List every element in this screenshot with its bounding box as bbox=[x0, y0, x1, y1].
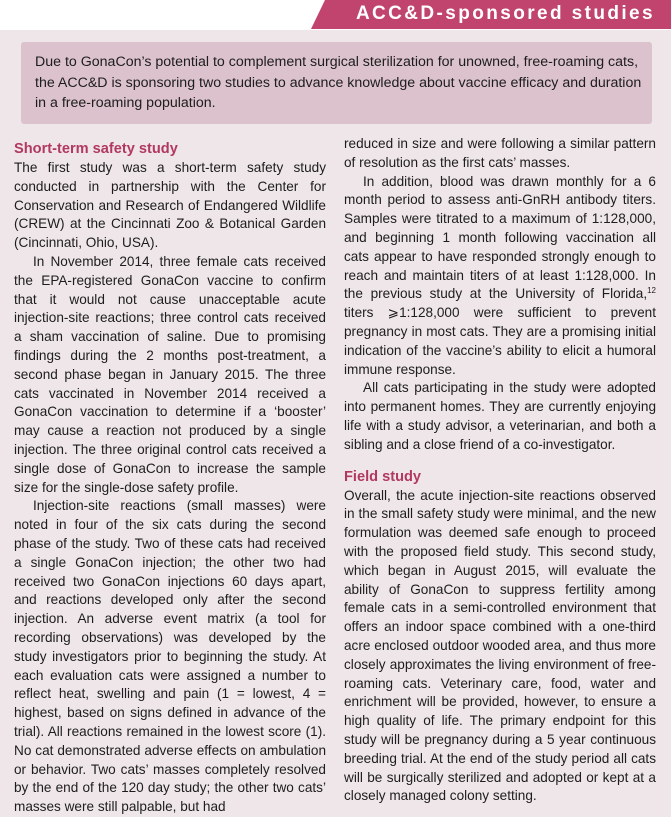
heading-field-study: Field study bbox=[344, 468, 422, 485]
right-column bbox=[344, 135, 656, 806]
intro-box bbox=[21, 42, 652, 124]
left-column bbox=[14, 140, 326, 817]
heading-short-term-safety-study: Short-term safety study bbox=[14, 141, 178, 157]
paragraph-text: In addition, blood was drawn monthly for a 6 month period to assess anti-GnRH antibody titers. Samples were titrated to a maximum of 1:128,000, and beginning 1 month following vaccination all cats appear to have responded strongly enough to reach and maintain titers of at least 1:128,000. In the previous study at the University of Florida, bbox=[344, 173, 656, 302]
intro-text: Due to GonaCon’s potential to complement surgical sterilization for unowned, free-roaming cats, the ACC&D is sponsoring two studies to advance knowledge about vaccine efficacy and duration in a free-roaming population. bbox=[35, 54, 642, 111]
header-band bbox=[0, 0, 671, 30]
paragraph: reduced in size and were following a similar pattern of resolution as the first cats’ masses. bbox=[344, 136, 656, 170]
paragraph: Injection-site reactions (small masses) were noted in four of the six cats during the second phase of the study. Two of these cats had received a single GonaCon injection; the other two had received two GonaCon injections 60 days apart, and reactions developed only after the second injection. An adverse event matrix (a tool for recording observations) was developed by the study investigators prior to beginning the study. At each evaluation cats were assigned a number to reflect heat, swelling and pain (1 = lowest, 4 = highest, based on signs defined in advance of the trial). All reactions remained in the lowest score (1). No cat demonstrated adverse effects on ambulation or behavior. Two cats’ masses completely resolved by the end of the 120 day study; the other two cats’ masses were still palpable, but had bbox=[14, 498, 326, 815]
paragraph: All cats participating in the study were adopted into permanent homes. They are currently enjoying life with a study advisor, a veterinarian, and both a sibling and a close friend of a co-investigator. bbox=[344, 380, 656, 452]
section-title: ACC&D-sponsored studies bbox=[355, 3, 655, 24]
article-body bbox=[0, 30, 671, 815]
paragraph-text: titers ⩾1:128,000 were sufficient to prevent pregnancy in most cats. They are a promising initial indication of the vaccine’s ability to elicit a humoral immune response. bbox=[344, 305, 656, 377]
reference-superscript: 12 bbox=[647, 286, 656, 296]
paragraph: Overall, the acute injection-site reactions observed in the small safety study were minimal, and the new formulation was deemed safe enough to proceed with the proposed field study. This second study, which began in August 2015, will evaluate the ability of GonaCon to suppress fertility among female cats in a semi-controlled environment that offers an indoor space combined with a one-third acre enclosed outdoor wooded area, and thus more closely approximates the living environment of free-roaming cats. Veterinary care, food, water and enrichment will be provided, however, to ensure a high quality of life. The primary endpoint for this study will be pregnancy during a 5 year continuous breeding trial. At the end of the study period all cats will be surgically sterilized and adopted or kept at a closely managed colony setting. bbox=[344, 487, 656, 804]
paragraph: In November 2014, three female cats received the EPA-registered GonaCon vaccine to confirm that it would not cause unacceptable acute injection-site reactions; three control cats received a sham vaccination of saline. Due to promising findings during the 2 months post-treatment, a second phase began in January 2015. The three cats vaccinated in November 2014 received a GonaCon vaccination to determine if a ‘booster’ may cause a reaction not produced by a single injection. The three original control cats received a single dose of GonaCon to increase the sample size for the single-dose safety profile. bbox=[14, 253, 326, 495]
paragraph: The first study was a short-term safety study conducted in partnership with the Center for Conservation and Research of Endangered Wildlife (CREW) at the Cincinnati Zoo & Botanical Garden (Cincinnati, Ohio, USA). bbox=[14, 160, 326, 251]
paragraph bbox=[344, 173, 656, 380]
